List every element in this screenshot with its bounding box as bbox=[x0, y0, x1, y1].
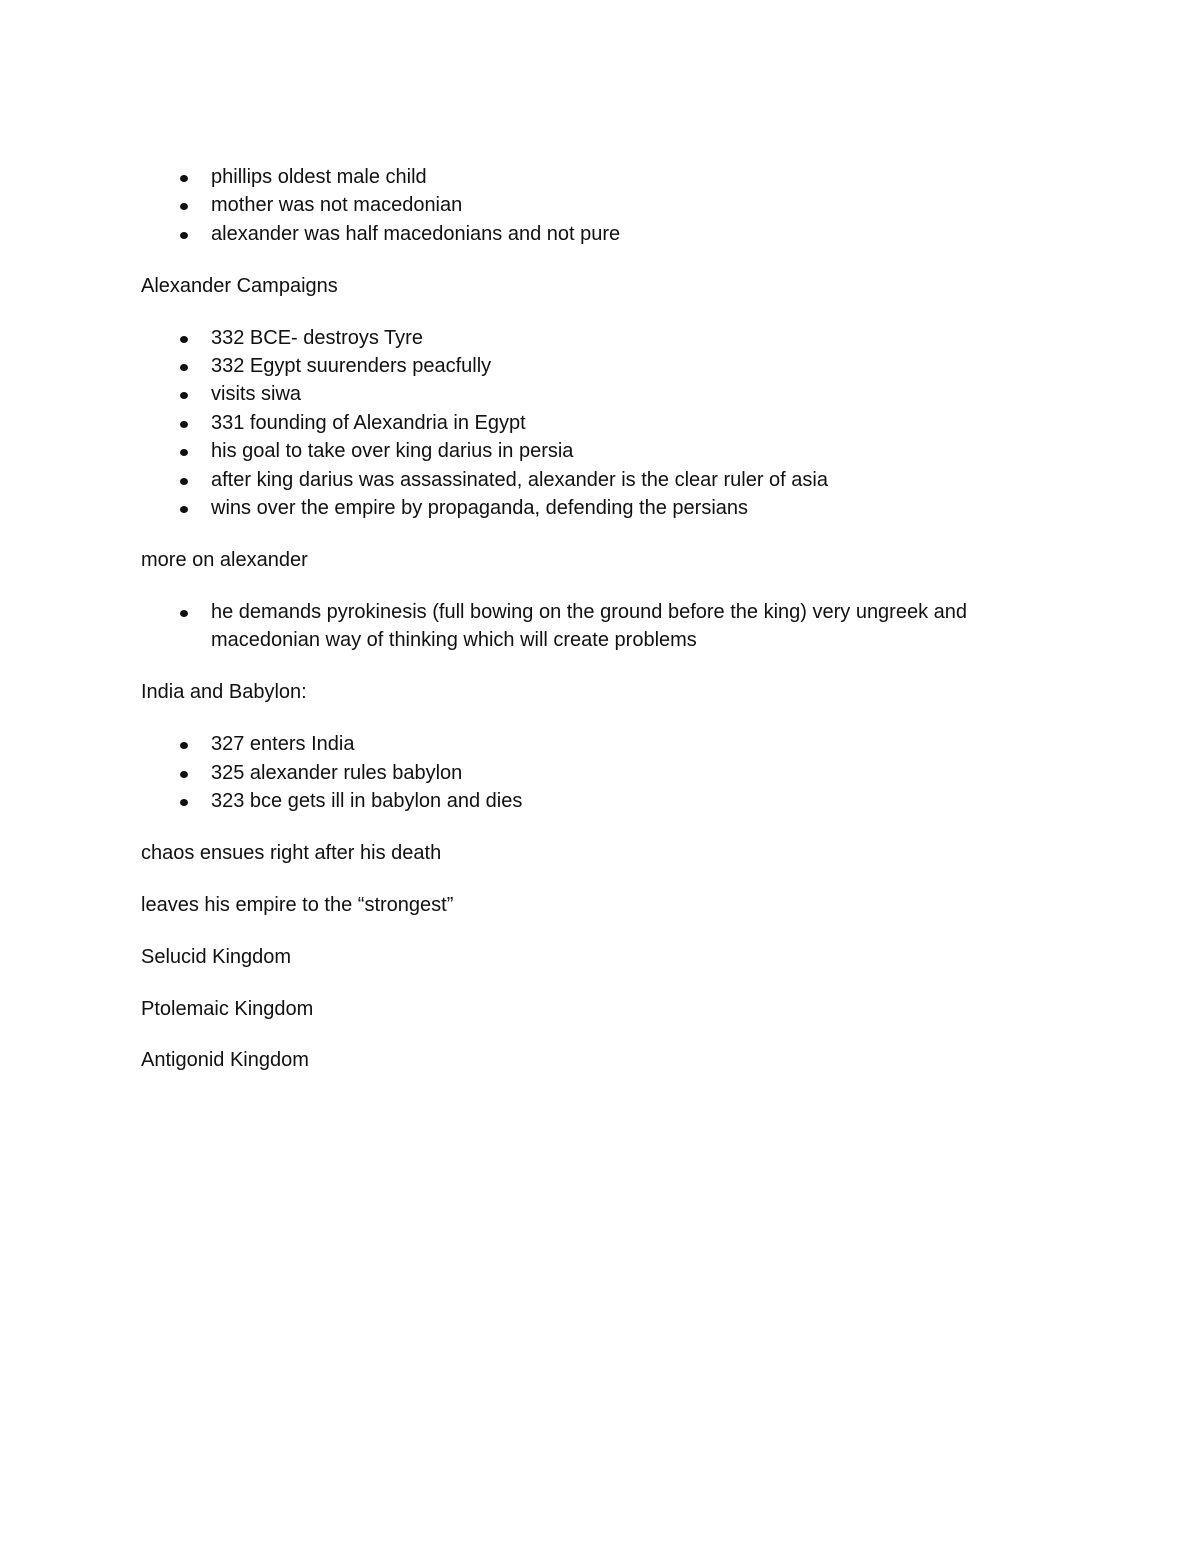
list-item bbox=[141, 466, 1061, 494]
paragraph: Antigonid Kingdom bbox=[141, 1049, 309, 1072]
bullet-icon bbox=[180, 449, 188, 456]
list-item-text: 331 founding of Alexandria in Egypt bbox=[211, 411, 526, 434]
list-item-text: wins over the empire by propaganda, defending the persians bbox=[211, 497, 749, 520]
bullet-icon bbox=[180, 175, 188, 182]
bullet-icon bbox=[180, 364, 188, 371]
bullet-icon bbox=[180, 771, 188, 778]
campaigns-bullet-list bbox=[141, 324, 1061, 523]
more-bullet-list bbox=[141, 598, 1061, 655]
list-item-text: 327 enters India bbox=[211, 733, 355, 756]
list-item-text: 332 BCE- destroys Tyre bbox=[211, 326, 423, 349]
list-item-text: his goal to take over king darius in persia bbox=[211, 440, 574, 463]
list-item-text: visits siwa bbox=[211, 383, 302, 406]
list-item bbox=[141, 787, 1061, 815]
list-item bbox=[141, 598, 1061, 655]
list-item bbox=[141, 437, 1061, 465]
bullet-icon bbox=[180, 742, 188, 749]
campaigns-heading: Alexander Campaigns bbox=[141, 274, 338, 297]
bullet-icon bbox=[180, 232, 188, 239]
list-item-text: alexander was half macedonians and not pure bbox=[211, 222, 621, 245]
document-body bbox=[141, 163, 1061, 1075]
paragraph: leaves his empire to the “strongest” bbox=[141, 893, 454, 916]
bullet-icon bbox=[180, 506, 188, 513]
bullet-icon bbox=[180, 336, 188, 343]
list-item bbox=[141, 380, 1061, 408]
list-item bbox=[141, 759, 1061, 787]
list-item-text: 325 alexander rules babylon bbox=[211, 761, 463, 784]
bullet-icon bbox=[180, 421, 188, 428]
list-item-text: 332 Egypt suurenders peacfully bbox=[211, 355, 492, 378]
intro-bullet-list bbox=[141, 163, 1061, 248]
india-babylon-heading: India and Babylon: bbox=[141, 681, 307, 704]
list-item bbox=[141, 191, 1061, 219]
list-item bbox=[141, 730, 1061, 758]
list-item-text: phillips oldest male child bbox=[211, 166, 427, 188]
bullet-icon bbox=[180, 799, 188, 806]
list-item bbox=[141, 494, 1061, 522]
list-item bbox=[141, 409, 1061, 437]
list-item-text: he demands pyrokinesis (full bowing on the ground before the king) very ungreek and macedonian way of thinking which will create problems bbox=[211, 600, 968, 652]
paragraph: Selucid Kingdom bbox=[141, 945, 292, 968]
list-item bbox=[141, 324, 1061, 352]
bullet-icon bbox=[180, 610, 188, 617]
list-item-text: mother was not macedonian bbox=[211, 194, 463, 217]
list-item bbox=[141, 220, 1061, 248]
paragraph: chaos ensues right after his death bbox=[141, 841, 442, 864]
india-bullet-list bbox=[141, 730, 1061, 815]
list-item bbox=[141, 352, 1061, 380]
bullet-icon bbox=[180, 203, 188, 210]
list-item-text: 323 bce gets ill in babylon and dies bbox=[211, 789, 523, 812]
more-on-alexander-heading: more on alexander bbox=[141, 548, 308, 571]
list-item bbox=[141, 163, 1061, 191]
paragraph: Ptolemaic Kingdom bbox=[141, 997, 314, 1020]
list-item-text: after king darius was assassinated, alexander is the clear ruler of asia bbox=[211, 468, 828, 491]
bullet-icon bbox=[180, 478, 188, 485]
bullet-icon bbox=[180, 392, 188, 399]
